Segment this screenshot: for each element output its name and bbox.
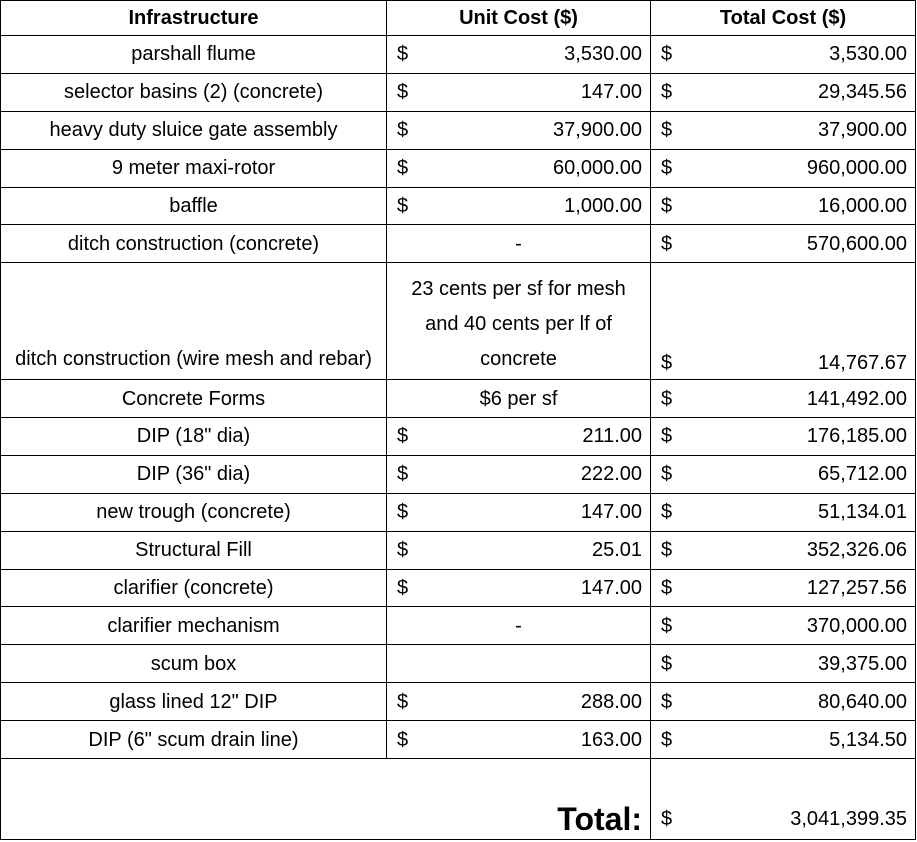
- unit-currency-symbol: $: [387, 683, 467, 721]
- total-currency-symbol: $: [651, 607, 731, 645]
- unit-cost-value: 3,530.00: [467, 36, 651, 74]
- unit-cost-value: 163.00: [467, 721, 651, 759]
- infrastructure-cell: glass lined 12" DIP: [1, 683, 387, 721]
- grand-total-value: 3,041,399.35: [731, 759, 916, 840]
- total-cost-value: 80,640.00: [731, 683, 916, 721]
- unit-currency-symbol: $: [387, 721, 467, 759]
- total-cost-value: 127,257.56: [731, 569, 916, 607]
- unit-cost-value: 211.00: [467, 418, 651, 456]
- table-row: [1, 493, 916, 531]
- total-currency-symbol: $: [651, 263, 731, 380]
- total-currency-symbol: $: [651, 455, 731, 493]
- unit-currency-symbol: $: [387, 569, 467, 607]
- infrastructure-cell: ditch construction (concrete): [1, 225, 387, 263]
- infrastructure-cell: DIP (36" dia): [1, 455, 387, 493]
- table-row: [1, 149, 916, 187]
- unit-currency-symbol: $: [387, 493, 467, 531]
- total-cost-value: 352,326.06: [731, 531, 916, 569]
- total-currency-symbol: $: [651, 683, 731, 721]
- infrastructure-cell: parshall flume: [1, 36, 387, 74]
- infrastructure-cell: ditch construction (wire mesh and rebar): [1, 263, 387, 380]
- table-row: [1, 225, 916, 263]
- unit-cost-value: 222.00: [467, 455, 651, 493]
- total-currency-symbol: $: [651, 721, 731, 759]
- unit-cost-value: 60,000.00: [467, 149, 651, 187]
- total-cost-value: 39,375.00: [731, 645, 916, 683]
- infrastructure-cell: heavy duty sluice gate assembly: [1, 111, 387, 149]
- unit-cost-text: 23 cents per sf for mesh and 40 cents per lf of concrete: [387, 263, 651, 380]
- unit-cost-value: 25.01: [467, 531, 651, 569]
- unit-currency-symbol: $: [387, 149, 467, 187]
- unit-currency-symbol: $: [387, 111, 467, 149]
- table-row: [1, 721, 916, 759]
- infrastructure-cell: scum box: [1, 645, 387, 683]
- table-row: [1, 111, 916, 149]
- total-currency-symbol: $: [651, 418, 731, 456]
- infrastructure-cell: 9 meter maxi-rotor: [1, 149, 387, 187]
- infrastructure-cell: clarifier mechanism: [1, 607, 387, 645]
- total-cost-value: 570,600.00: [731, 225, 916, 263]
- infrastructure-cell: DIP (18" dia): [1, 418, 387, 456]
- total-cost-value: 29,345.56: [731, 73, 916, 111]
- total-cost-value: 3,530.00: [731, 36, 916, 74]
- header-row: [1, 1, 916, 36]
- total-currency-symbol: $: [651, 493, 731, 531]
- total-cost-value: 370,000.00: [731, 607, 916, 645]
- table-row: [1, 380, 916, 418]
- unit-currency-symbol: $: [387, 418, 467, 456]
- table-row: [1, 187, 916, 225]
- total-currency-symbol: $: [651, 380, 731, 418]
- infrastructure-cell: selector basins (2) (concrete): [1, 73, 387, 111]
- table-row: [1, 36, 916, 74]
- total-currency-symbol: $: [651, 149, 731, 187]
- table-row: [1, 645, 916, 683]
- infrastructure-cell: baffle: [1, 187, 387, 225]
- total-currency-symbol: $: [651, 36, 731, 74]
- table-row: [1, 455, 916, 493]
- total-cost-value: 176,185.00: [731, 418, 916, 456]
- total-cost-value: 51,134.01: [731, 493, 916, 531]
- total-cost-value: 37,900.00: [731, 111, 916, 149]
- total-currency-symbol: $: [651, 111, 731, 149]
- unit-currency-symbol: $: [387, 73, 467, 111]
- infrastructure-cell: DIP (6" scum drain line): [1, 721, 387, 759]
- unit-cost-value: 147.00: [467, 493, 651, 531]
- unit-cost-text: [387, 645, 651, 683]
- unit-cost-value: 1,000.00: [467, 187, 651, 225]
- total-cost-value: 5,134.50: [731, 721, 916, 759]
- unit-currency-symbol: $: [387, 531, 467, 569]
- total-currency-symbol: $: [651, 73, 731, 111]
- table-row: [1, 73, 916, 111]
- total-row: [1, 759, 916, 840]
- unit-currency-symbol: $: [387, 455, 467, 493]
- header-total-cost: Total Cost ($): [651, 1, 916, 36]
- unit-currency-symbol: $: [387, 36, 467, 74]
- table-row: [1, 418, 916, 456]
- table-row: [1, 683, 916, 721]
- header-infrastructure: Infrastructure: [1, 1, 387, 36]
- table-row: [1, 607, 916, 645]
- header-unit-cost: Unit Cost ($): [387, 1, 651, 36]
- total-currency-symbol: $: [651, 569, 731, 607]
- total-currency-symbol: $: [651, 187, 731, 225]
- unit-cost-text: -: [387, 225, 651, 263]
- table-row: [1, 569, 916, 607]
- infrastructure-cell: Concrete Forms: [1, 380, 387, 418]
- infrastructure-cell: clarifier (concrete): [1, 569, 387, 607]
- unit-cost-value: 147.00: [467, 569, 651, 607]
- infrastructure-cell: new trough (concrete): [1, 493, 387, 531]
- unit-cost-text: $6 per sf: [387, 380, 651, 418]
- table-row: [1, 531, 916, 569]
- infrastructure-cell: Structural Fill: [1, 531, 387, 569]
- table-row: [1, 263, 916, 380]
- unit-cost-value: 147.00: [467, 73, 651, 111]
- total-currency-symbol: $: [651, 225, 731, 263]
- total-cost-value: 65,712.00: [731, 455, 916, 493]
- currency-symbol: $: [651, 759, 731, 840]
- total-label: Total:: [1, 759, 651, 840]
- unit-cost-value: 37,900.00: [467, 111, 651, 149]
- unit-currency-symbol: $: [387, 187, 467, 225]
- total-cost-value: 141,492.00: [731, 380, 916, 418]
- total-currency-symbol: $: [651, 531, 731, 569]
- total-cost-value: 960,000.00: [731, 149, 916, 187]
- total-cost-value: 14,767.67: [731, 263, 916, 380]
- unit-cost-value: 288.00: [467, 683, 651, 721]
- unit-cost-text: -: [387, 607, 651, 645]
- total-cost-value: 16,000.00: [731, 187, 916, 225]
- total-currency-symbol: $: [651, 645, 731, 683]
